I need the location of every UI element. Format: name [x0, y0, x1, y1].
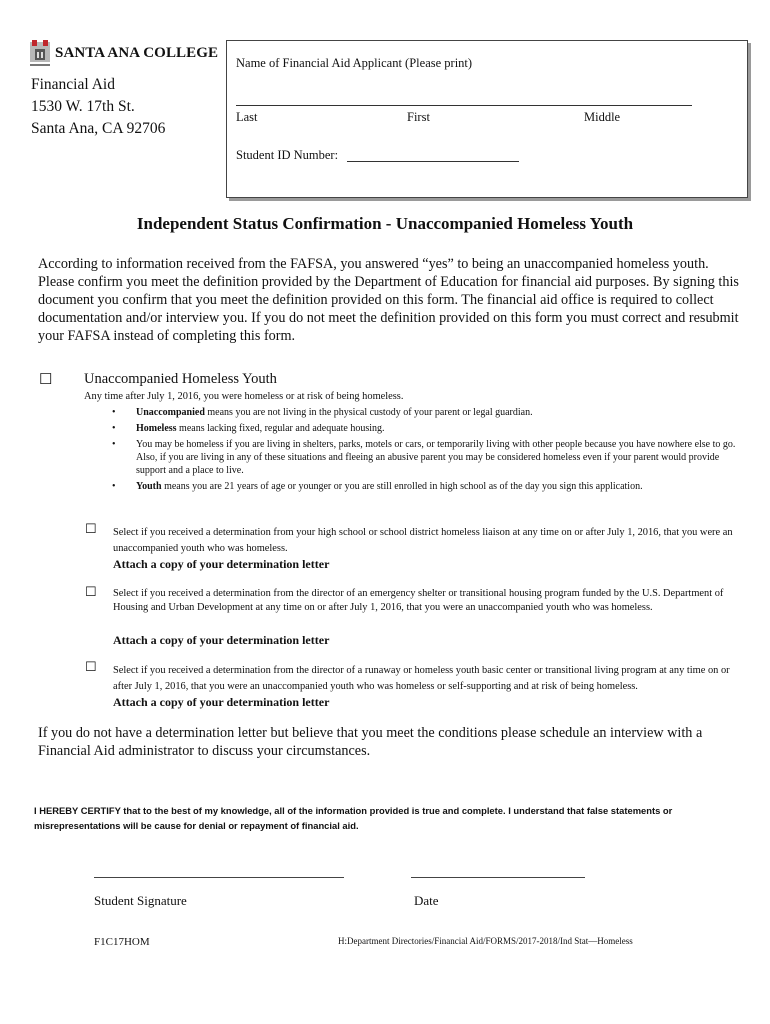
bullet-icon: •	[112, 407, 116, 418]
attach-letter-note: Attach a copy of your determination letter	[113, 633, 330, 647]
definition-term: Youth	[136, 481, 162, 492]
runaway-center-text: Select if you received a determination from the director of a runaway or homeless youth basic center or transitional living program at any time on or after July 1, 2016, that you were an unaccompanied youth who was homeless or self-supporting and at risk of being homeless.	[113, 665, 730, 692]
student-signature-field[interactable]	[94, 877, 344, 878]
santa-ana-college-seal-icon	[29, 40, 51, 68]
definition-text: means lacking fixed, regular and adequate housing.	[176, 423, 385, 434]
bullet-icon: •	[112, 439, 116, 450]
runaway-center-checkbox[interactable]: ☐	[85, 659, 97, 674]
file-path: H:Department Directories/Financial Aid/FORMS/2017-2018/Ind Stat—Homeless	[338, 936, 633, 946]
hud-shelter-text: Select if you received a determination from the director of an emergency shelter or transitional housing program funded by the U.S. Department of Housing and Urban Development at any time on or after July 1, 2016, that you were an unaccompanied youth who was homeless.	[113, 588, 724, 613]
hs-liaison-checkbox[interactable]: ☐	[85, 521, 97, 536]
closing-paragraph: If you do not have a determination letter but believe that you meet the conditions please schedule an interview with a Financial Aid administrator to discuss your circumstances.	[38, 725, 703, 759]
form-title: Independent Status Confirmation - Unaccompanied Homeless Youth	[136, 214, 634, 233]
last-name-label: Last	[236, 110, 258, 124]
date-field[interactable]	[411, 877, 585, 878]
homeless-youth-checkbox[interactable]: ☐	[39, 372, 53, 388]
list-item	[112, 438, 742, 477]
applicant-info-box	[226, 40, 748, 198]
first-name-label: First	[407, 110, 430, 124]
homeless-youth-heading: Unaccompanied Homeless Youth	[84, 371, 277, 387]
bullet-icon: •	[112, 423, 116, 434]
definition-text: means you are not living in the physical custody of your parent or legal guardian.	[204, 407, 533, 418]
certification-statement: I HEREBY CERTIFY that to the best of my knowledge, all of the information provided is true and complete. I understand that false statements or misrepresentations will be cause for denial or repayment of financial aid.	[34, 805, 673, 831]
office-address	[31, 74, 165, 140]
student-id-field[interactable]	[347, 161, 519, 162]
hud-shelter-checkbox[interactable]: ☐	[85, 584, 97, 599]
attach-letter-note: Attach a copy of your determination letter	[113, 695, 330, 709]
address-line: 1530 W. 17th St.	[31, 98, 135, 115]
address-line: Financial Aid	[31, 76, 115, 93]
address-line: Santa Ana, CA 92706	[31, 120, 166, 137]
list-item	[112, 406, 742, 419]
student-signature-label: Student Signature	[94, 893, 187, 908]
intro-paragraph: According to information received from the FAFSA, you answered “yes” to being an unaccompanied homeless youth. Please confirm you meet the definition provided by the Department of Education for financial aid purposes. By signing this document you confirm that you meet the definition provided on this form. The financial aid office is required to collect documentation and/or interview you. If you do not meet the definition provided on this form you must correct and resubmit your FAFSA instead of completing this form.	[38, 256, 739, 344]
student-id-label: Student ID Number:	[236, 148, 339, 162]
date-label: Date	[414, 893, 439, 908]
list-item	[112, 480, 742, 493]
attach-letter-note: Attach a copy of your determination letter	[113, 557, 330, 571]
applicant-name-label: Name of Financial Aid Applicant (Please print)	[236, 56, 473, 70]
college-name: SANTA ANA COLLEGE	[55, 45, 219, 61]
definition-text: means you are 21 years of age or younger or you are still enrolled in high school as of the day you sign this application.	[161, 481, 643, 492]
bullet-icon: •	[112, 481, 116, 492]
definition-term: Homeless	[136, 423, 177, 434]
middle-name-label: Middle	[584, 110, 621, 124]
hs-liaison-text: Select if you received a determination from your high school or school district homeless liaison at any time on or after July 1, 2016, that you were an unaccompanied youth who was homeless.	[113, 527, 733, 554]
applicant-name-field[interactable]	[236, 105, 692, 106]
form-code: F1C17HOM	[94, 936, 150, 948]
definitions-list	[112, 406, 742, 496]
definition-text: You may be homeless if you are living in shelters, parks, motels or cars, or temporarily living with other people because you have nowhere else to go. Also, if you are living in any of these situations and fleeing an abusive parent you may be considered homeless even if your parent would provide support and a place to live.	[136, 439, 736, 476]
definition-term: Unaccompanied	[136, 407, 205, 418]
any-time-statement: Any time after July 1, 2016, you were homeless or at risk of being homeless.	[84, 391, 404, 402]
list-item	[112, 422, 742, 435]
